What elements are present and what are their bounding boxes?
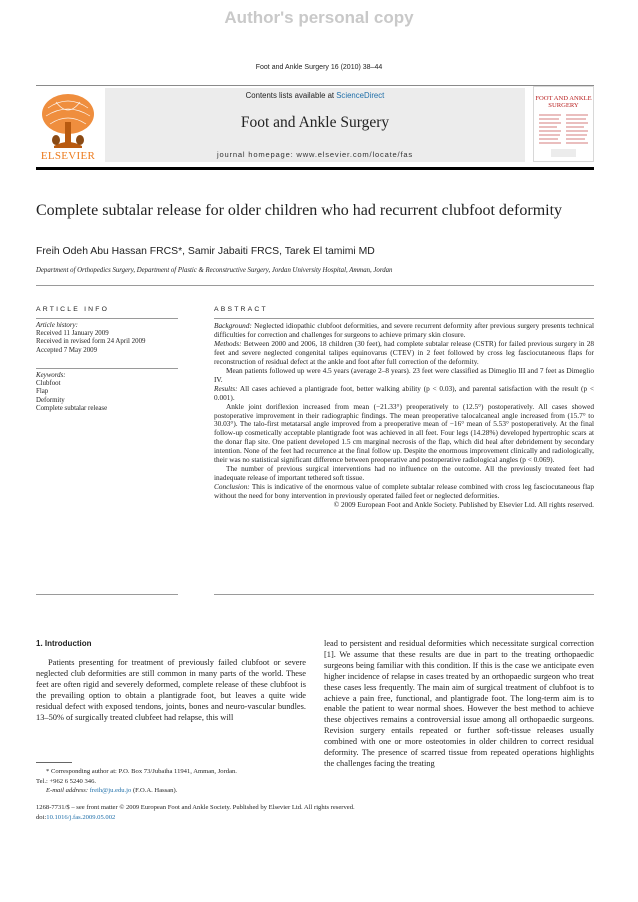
article-title: Complete subtalar release for older children who had recurrent clubfoot deformity: [36, 202, 563, 219]
sciencedirect-link[interactable]: ScienceDirect: [336, 91, 385, 100]
journal-homepage[interactable]: journal homepage: www.elsevier.com/locate/fas: [217, 150, 413, 159]
introduction-heading: 1. Introduction: [36, 639, 92, 648]
body-right-column: lead to persistent and residual deformities which necessitate surgical correction [1]. We assume that these results are due in part to the treating orthopaedic surgeons being familiar with this condition. If this is the case we anticipate even higher incidence of relapse in cases treated by an orthopaedic surgeon who treat these cases less frequently. The main aim of surgical treatment of clubfoot is to achieve a pain free, functional, and plantigrade foot. The long-term aim is to enable the patient to wear normal shoes. However the best method to achieve these objectives remains a controversial issue among all orthopaedic surgeons. Revision surgery entails repeated or further soft-tissue releases usually combined with one or more osteotomies in older children to correct residual deformity. The presence of scarred tissue from repeated operations highlights the challenges facing the treating: [324, 639, 594, 768]
article-info-bottom-rule: [36, 594, 178, 595]
affiliation-rule: [36, 285, 594, 286]
footnote-rule: [36, 762, 72, 763]
journal-title: Foot and Ankle Surgery: [240, 114, 390, 131]
keywords: Keywords: Clubfoot Flap Deformity Complete subtalar release: [36, 372, 178, 413]
keyword: Deformity: [36, 396, 65, 404]
abstract-rule: [214, 318, 594, 319]
article-info-heading: ARTICLE INFO: [36, 306, 110, 313]
journal-citation: Foot and Ankle Surgery 16 (2010) 38–44: [255, 64, 383, 71]
history-rule: [36, 368, 178, 369]
corresponding-author-footnote: * Corresponding author at: P.O. Box 73/Jubaiha 11941, Amman, Jordan. Tel.: +962 6 5240 346. E-mail address: freih@ju.edu.jo (F.O.A. Hassan).: [36, 768, 237, 794]
journal-cover-thumbnail: [533, 86, 594, 162]
article-history: Article history: Received 11 January 2009 Received in revised form 24 April 2009 Accepted 7 May 2009: [36, 322, 146, 354]
doi-link[interactable]: 10.1016/j.fas.2009.05.002: [46, 813, 116, 821]
elsevier-wordmark: ELSEVIER: [40, 150, 96, 162]
article-info-rule: [36, 318, 178, 319]
contents-line: Contents lists available at ScienceDirect: [245, 91, 385, 100]
abstract-body: Background: Neglected idiopathic clubfoot deformities, and severe recurrent deformity after previous surgery presents technical difficulties for correction and challenges for surgeons to achieve primary skin closure. Methods: Between 2000 and 2006, 18 children (30 feet), had complete subtalar release (CSTR) for failed previous surgery in 28 feet and severe neglected congenital talipes equinovarus (CTEV) in 2 feet followed by cross leg fasciocutaneous flaps for reconstruction of residual defect at the ankle and foot after full correction of the deformity. Mean patients followed up were 4.5 years (average 2–8 years). 23 feet were classified as Dimeglio III and 7 feet as Dimeglio IV. Results: All cases achieved a plantigrade foot, better walking ability (p < 0.03), and parental satisfaction with the result (p < 0.001). Ankle joint doriflexion increased from mean (−21.33°) preoperatively to (12.5°) postoperatively. All cases showed postoperative improvement in their radiographic findings. The mean preoperative talocalcaneal angle increased from (15.7° to 30.03°). The talo-first metatarsal angle improved from a preoperative mean of −16° mean of 5.53° postoperatively. At the final follow-up cosmetically acceptable plantigrade foot was achieved in all feet. Four legs (14.28%) developed hypertrophic scars at the donar flap site. One patient developed 1.5 cm marginal necrosis of the flap, which did heal after debridement by secondary intention. None of the feet had recurrence at the final follow up. Despite the enormous improvement clinically and radiologically, their was no statistical significant difference between preoperative and postoperative radiological angles (p < 0.069). The number of previous surgical interventions had no influence on the outcome. All the previously treated feet had inadequate release of important tethered soft tissue. Conclusion: This is indicative of the enormous value of complete subtalar release combined with cross leg fasciocutaneous flap without the need for bony intervention in previously operated failed feet or neglected deformities. © 2009 European Foot and Ankle Society. Published by Elsevier Ltd. All rights reserved.: [214, 321, 595, 510]
body-left-column: Patients presenting for treatment of previously failed clubfoot or severe neglected club deformities are still common in many parts of the world. These feet are often rigid and severely deformed, complete release of these clubfoot is the prevailing option to obtain a plantigrade foot, but leaves a quite wide residual defect with exposed tendons, joints, bones and neuro-vascular bundles. 13–50% of surgically treated clubfeet had relapse, this will: [36, 658, 306, 722]
cover-text-lines: [539, 113, 588, 159]
abstract-heading: ABSTRACT: [214, 306, 268, 313]
abstract-bottom-rule: [214, 594, 594, 595]
author-affiliation: Department of Orthopedics Surgery, Department of Plastic & Reconstructive Surgery, Jordan University Hospital, Amman, Jordan: [36, 267, 393, 274]
keyword: Complete subtalar release: [36, 404, 108, 412]
front-matter-info: 1268-7731/$ – see front matter © 2009 European Foot and Ankle Society. Published by Elsevier Ltd. All rights reserved. doi:10.1016/j.fas.2009.05.002: [36, 804, 355, 821]
email-link[interactable]: freih@ju.edu.jo: [89, 787, 132, 794]
watermark: Author's personal copy: [224, 8, 414, 27]
header-top-rule: [36, 85, 594, 86]
cover-title: FOOT AND ANKLE SURGERY: [535, 95, 592, 109]
journal-masthead: [105, 88, 525, 162]
article-authors: Freih Odeh Abu Hassan FRCS*, Samir Jabaiti FRCS, Tarek El tamimi MD: [36, 246, 375, 257]
keyword: Flap: [36, 388, 49, 396]
abstract-copyright: © 2009 European Foot and Ankle Society. Published by Elsevier Ltd. All rights reserved.: [333, 500, 594, 510]
header-thick-rule: [36, 167, 594, 170]
keyword: Clubfoot: [36, 380, 61, 388]
